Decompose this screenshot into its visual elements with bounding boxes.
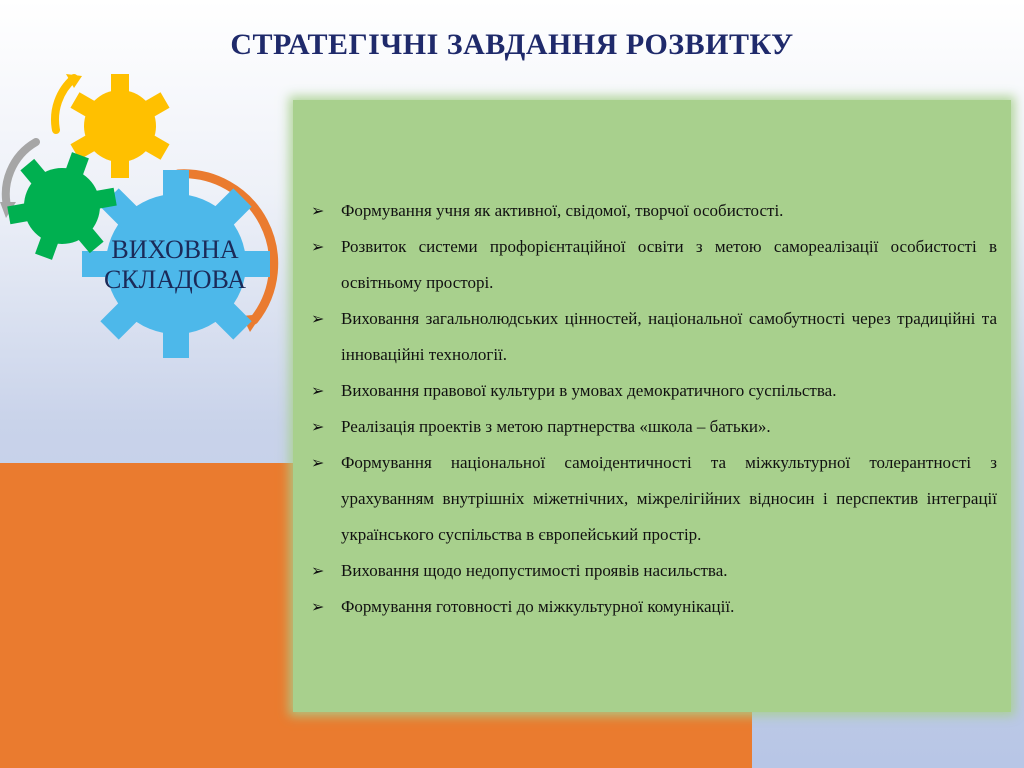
bullet-arrow-icon: ➢ bbox=[311, 453, 325, 472]
bullet-arrow-icon: ➢ bbox=[311, 381, 325, 400]
goal-item bbox=[311, 589, 997, 625]
goal-item bbox=[311, 301, 997, 373]
goal-text: Формування учня як активної, свідомої, творчої особистості. bbox=[341, 201, 784, 220]
goal-text: Реалізація проектів з метою партнерства «школа – батьки». bbox=[341, 417, 771, 436]
gear-label-line1: ВИХОВНА bbox=[111, 235, 239, 264]
gear-label-line2: СКЛАДОВА bbox=[103, 265, 247, 294]
bullet-arrow-icon: ➢ bbox=[311, 597, 325, 616]
goal-text: Формування національної самоідентичності та міжкультурної толерантності з урахуванням внутрішніх міжетнічних, міжрелігійних відносин і перспектив інтеграції українського суспільства в європейський простір. bbox=[341, 453, 997, 544]
bullet-arrow-icon: ➢ bbox=[311, 417, 325, 436]
bullet-arrow-icon: ➢ bbox=[311, 237, 325, 256]
goal-item bbox=[311, 229, 997, 301]
goal-text: Виховання щодо недопустимості проявів насильства. bbox=[341, 561, 728, 580]
goal-text: Розвиток системи профорієнтаційної освіти з метою самореалізації особистості в освітньому просторі. bbox=[341, 237, 997, 292]
slide-title: СТРАТЕГІЧНІ ЗАВДАННЯ РОЗВИТКУ bbox=[230, 28, 794, 61]
gear-label bbox=[95, 235, 255, 295]
goals-list bbox=[311, 193, 997, 625]
goal-item bbox=[311, 445, 997, 553]
bullet-arrow-icon: ➢ bbox=[311, 201, 325, 220]
goals-panel bbox=[293, 100, 1011, 712]
goal-item bbox=[311, 553, 997, 589]
goal-text: Формування готовності до міжкультурної комунікації. bbox=[341, 597, 735, 616]
goal-text: Виховання правової культури в умовах демократичного суспільства. bbox=[341, 381, 837, 400]
curved-arrow-yellow-icon bbox=[55, 78, 74, 130]
goal-text: Виховання загальнолюдських цінностей, національної самобутності через традиційні та інноваційні технології. bbox=[341, 309, 997, 364]
goal-item bbox=[311, 373, 997, 409]
gear-diagram bbox=[0, 70, 300, 370]
goal-item bbox=[311, 193, 997, 229]
bullet-arrow-icon: ➢ bbox=[311, 309, 325, 328]
bullet-arrow-icon: ➢ bbox=[311, 561, 325, 580]
goal-item bbox=[311, 409, 997, 445]
